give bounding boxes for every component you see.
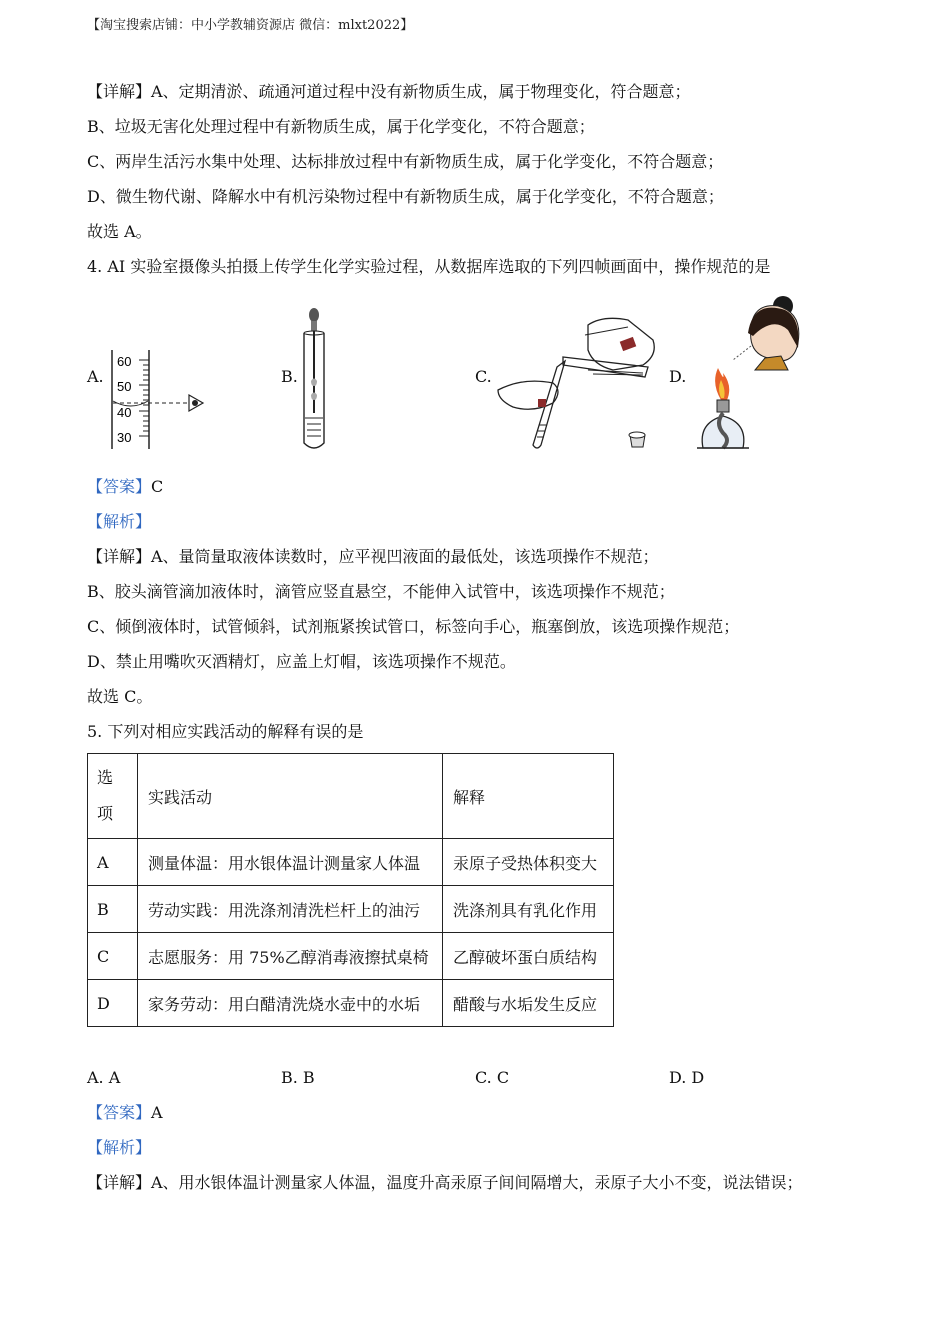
q4-option-c-label: C. [475,367,492,386]
q4-analysis-tag: 【解析】 [87,512,152,531]
page-header: 【淘宝搜索店铺：中小学教辅资源店 微信：mlxt2022】 [87,18,414,33]
q4-stem: 4. AI 实验室摄像头拍摄上传学生化学实验过程，从数据库选取的下列四帧画面中，操作规范的是 [87,257,771,276]
table-row [88,839,614,886]
table-cell: 洗涤剂具有乳化作用 [443,886,614,933]
table-cell: 汞原子受热体积变大 [443,839,614,886]
q5-table [87,753,614,1027]
table-header-cell: 选 项 [88,754,138,839]
q5-choice-b: B. B [281,1068,315,1087]
q4-detail-line: D、禁止用嘴吹灭酒精灯，应盖上灯帽，该选项操作不规范。 [87,652,516,671]
q5-stem: 5. 下列对相应实践活动的解释有误的是 [87,722,364,741]
table-cell: 劳动实践：用洗涤剂清洗栏杆上的油污 [138,886,443,933]
table-row [88,886,614,933]
prev-detail-line: C、两岸生活污水集中处理、达标排放过程中有新物质生成，属于化学变化，不符合题意； [87,152,724,171]
q5-choice-c: C. C [475,1068,510,1087]
table-cell: 测量体温：用水银体温计测量家人体温 [138,839,443,886]
q5-choice-d: D. D [669,1068,705,1087]
answer-value: A [151,1103,163,1122]
table-row [88,933,614,980]
q5-detail-line: 【详解】A、用水银体温计测量家人体温，温度升高汞原子间间隔增大，汞原子大小不变，说法错误； [87,1173,803,1192]
table-cell: B [88,886,138,933]
alcohol-lamp-figure [693,288,808,455]
table-cell: 乙醇破坏蛋白质结构 [443,933,614,980]
q5-analysis-tag: 【解析】 [87,1138,152,1157]
table-header-row [88,754,614,839]
table-cell: A [88,839,138,886]
q4-detail-line: B、胶头滴管滴加液体时，滴管应竖直悬空，不能伸入试管中，该选项操作不规范； [87,582,675,601]
q4-option-d-label: D. [669,367,687,386]
answer-value: C [151,477,164,496]
cylinder-reading-figure [105,345,215,455]
dropper-figure [295,303,335,455]
q4-option-a-label: A. [87,367,104,386]
pouring-figure [493,295,663,455]
table-cell: C [88,933,138,980]
q4-detail-line: C、倾倒液体时，试管倾斜，试剂瓶紧挨试管口，标签向手心，瓶塞倒放，该选项操作规范； [87,617,740,636]
prev-detail-line: B、垃圾无害化处理过程中有新物质生成，属于化学变化，不符合题意； [87,117,595,136]
table-header-cell: 实践活动 [138,754,443,839]
prev-detail-line: D、微生物代谢、降解水中有机污染物过程中有新物质生成，属于化学变化，不符合题意； [87,187,724,206]
tick-label: 50 [117,379,132,394]
table-header-cell: 解释 [443,754,614,839]
q5-answer [87,1103,163,1123]
table-cell: 醋酸与水垢发生反应 [443,980,614,1027]
prev-detail-line: 【详解】A、定期清淤、疏通河道过程中没有新物质生成，属于物理变化，符合题意； [87,82,691,101]
prev-conclusion: 故选 A。 [87,222,152,241]
tick-label: 60 [117,354,132,369]
q4-detail-line: 【详解】A、量筒量取液体读数时，应平视凹液面的最低处，该选项操作不规范； [87,547,659,566]
table-cell: D [88,980,138,1027]
tick-label: 30 [117,430,132,445]
q4-answer [87,477,163,497]
q4-option-b-label: B. [281,367,298,386]
table-cell: 家务劳动：用白醋清洗烧水壶中的水垢 [138,980,443,1027]
answer-tag: 【答案】 [87,1103,152,1122]
table-cell: 志愿服务：用 75%乙醇消毒液擦拭桌椅 [138,933,443,980]
q4-conclusion: 故选 C。 [87,687,153,706]
table-row [88,980,614,1027]
tick-label: 40 [117,405,132,420]
q5-choice-a: A. A [87,1068,121,1087]
answer-tag: 【答案】 [87,477,152,496]
